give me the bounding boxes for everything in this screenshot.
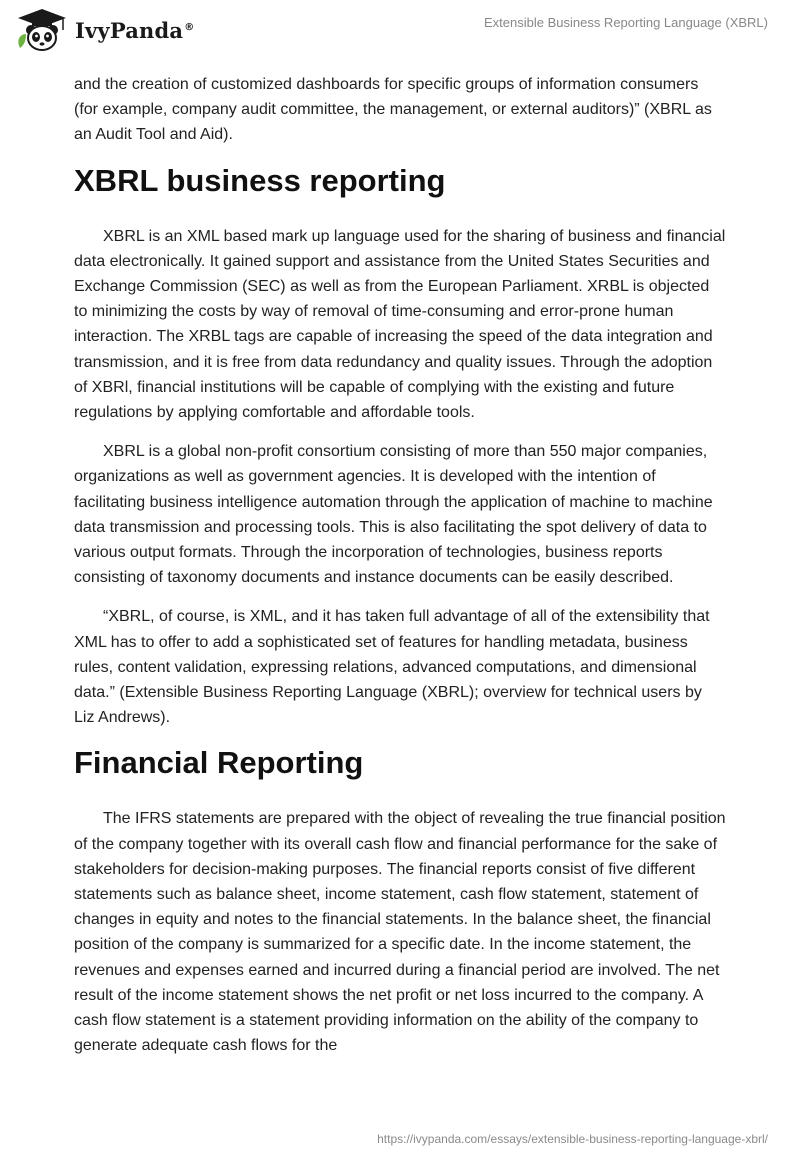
- page-header: [0, 0, 800, 64]
- paragraph: XBRL is an XML based mark up language used for the sharing of business and financial data electronically. It gained support and assistance from the United States Securities and Exchange Commission (SEC) as well as from the European Parliament. XRBL is objected to minimizing the costs by way of removal of time-consuming and error-prone human interaction. The XRBL tags are capable of increasing the speed of the data integration and transmission, and it is free from data redundancy and quality issues. Through the adoption of XBRl, financial institutions will be capable of complying with the existing and future regulations by applying comfortable and affordable tools.: [74, 227, 726, 422]
- intro-paragraph: and the creation of customized dashboards for specific groups of information consumers (for example, company audit committee, the management, or external auditors)” (XBRL as an Audit Tool and Aid).: [74, 76, 712, 144]
- essay-body: [74, 72, 726, 1073]
- paragraph: The IFRS statements are prepared with the object of revealing the true financial position of the company together with its overall cash flow and financial performance for the sake of stakeholders for decision-making purposes. The financial reports consist of five different statements such as balance sheet, income statement, cash flow statement, statement of changes in equity and notes to the financial statements. In the balance sheet, the financial position of the company is summarized for a specific date. In the income statement, the revenues and expenses earned and incurred during a financial period are involved. The net result of the income statement shows the net profit or net loss incurred to the company. A cash flow statement is a statement providing information on the ability of the company to generate adequate cash flows for the: [74, 810, 726, 1055]
- panda-graduate-icon: [14, 8, 70, 52]
- paragraph: XBRL is a global non-profit consortium consisting of more than 550 major companies, organizations as well as government agencies. It is developed with the intention of facilitating business intelligence automation through the application of machine to machine data transmission and processing tools. This is also facilitating the spot delivery of data to various output formats. Through the incorporation of technologies, business reports consisting of taxonomy documents and instance documents can be easily described.: [74, 443, 713, 587]
- logo-wordmark: IvyPanda®: [75, 17, 195, 43]
- section-heading-xbrl-business-reporting: XBRL business reporting: [74, 162, 446, 198]
- registered-mark: ®: [184, 21, 195, 33]
- section-heading-financial-reporting: Financial Reporting: [74, 745, 364, 781]
- paragraph: “XBRL, of course, is XML, and it has taken full advantage of all of the extensibility that XML has to offer to add a sophisticated set of features for handling metadata, business rules, content validation, expressing relations, advanced computations, and dimensional data.” (Extensible Business Reporting Language (XBRL); overview for technical users by Liz Andrews).: [74, 608, 710, 727]
- source-url-link[interactable]: https://ivypanda.com/essays/extensible-business-reporting-language-xbrl/: [377, 1132, 768, 1146]
- ivypanda-logo[interactable]: [14, 8, 194, 52]
- document-title: Extensible Business Reporting Language (XBRL): [483, 15, 768, 30]
